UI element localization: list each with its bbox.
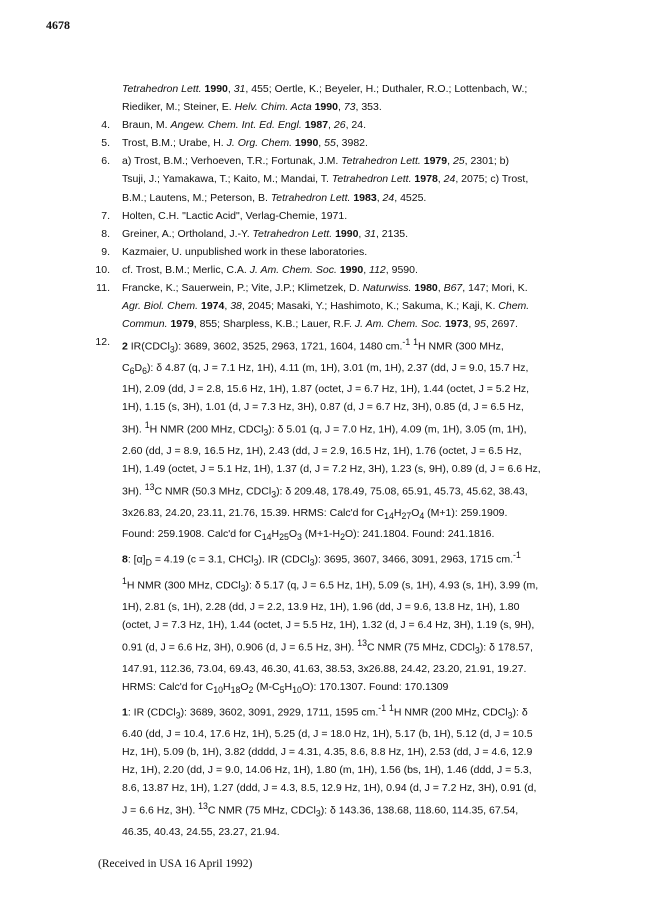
reference-text bbox=[122, 152, 630, 206]
text-line: $C_6D_6$): δ 4.87 (q, J = 7.1 Hz, 1H), 4.11 (m, 1H), 3.01 (m, 1H), 2.37 (dd, J = 9.0, 15.7 Hz, bbox=[122, 362, 529, 377]
reference-item bbox=[90, 243, 630, 261]
text-line: 3x26.83, 24.20, 23.11, 21.76, 15.39. HRMS: Calc'd for $C_{14}H_{27}O_4$ (M+1): 259.1909. bbox=[122, 506, 508, 522]
text-line: 2.60 (dd, J = 8.9, 16.5 Hz, 1H), 2.43 (dd, J = 2.9, 16.5 Hz, 1H), 1.76 (octet, J = 6.5 Hz, bbox=[122, 445, 522, 458]
text-line: Braun, M. Angew. Chem. Int. Ed. Engl. 1987, 26, 24. bbox=[122, 119, 367, 132]
text-line: 46.35, 40.43, 24.55, 23.27, 21.94. bbox=[122, 825, 280, 838]
text-line: 2 IR(CDCl$_3$): 3689, 3602, 3525, 2963, 1721, 1604, 1480 cm.$^{-1}$ $^1$H NMR (300 MHz, bbox=[122, 337, 504, 355]
reference-text bbox=[122, 333, 630, 840]
text-line: Hz, 1H), 2.20 (dd, J = 9.0, 14.06 Hz, 1H), 1.80 (m, 1H), 1.56 (bs, 1H), 1.46 (ddd, J = 5.3, bbox=[122, 763, 532, 776]
reference-number: 5. bbox=[101, 137, 110, 150]
reference-item bbox=[90, 116, 630, 134]
text-line: Hz, 1H), 5.09 (b, 1H), 3.82 (dddd, J = 4.31, 4.35, 8.6, 8.8 Hz, 1H), 2.53 (dd, J = 4.6, 12.9 bbox=[122, 745, 533, 758]
text-line: 6.40 (dd, J = 10.4, 17.6 Hz, 1H), 5.25 (d, J = 18.0 Hz, 1H), 5.17 (b, 1H), 5.12 (d, J = 10.5 bbox=[122, 727, 533, 740]
reference-item bbox=[90, 134, 630, 152]
text-line: 8: $[\alpha]_D = 4.19$ (c = 3.1, CHCl$_3$). IR (CDCl$_3$): 3695, 3607, 3466, 3091, 2963, 1715 cm.$^{-1}$ bbox=[122, 550, 521, 568]
text-line: Greiner, A.; Ortholand, J.-Y. Tetrahedron Lett. 1990, 31, 2135. bbox=[122, 227, 409, 240]
text-line: Agr. Biol. Chem. 1974, 38, 2045; Masaki, Y.; Hashimoto, K.; Sakuma, K.; Kaji, K. Chem. bbox=[122, 300, 530, 313]
reference-number: 10. bbox=[95, 263, 110, 276]
text-line: cf. Trost, B.M.; Merlic, C.A. J. Am. Chem. Soc. 1990, 112, 9590. bbox=[122, 263, 418, 276]
text-line: HRMS: Calc'd for $C_{10}H_{18}O_2$ $(M-C_5H_{10}O)$: 170.1307. Found: 170.1309 bbox=[122, 680, 449, 695]
page-number: 4678 bbox=[46, 18, 70, 32]
reference-list bbox=[90, 80, 630, 841]
reference-item bbox=[90, 261, 630, 279]
text-line: 1: IR (CDCl$_3$): 3689, 3602, 3091, 2929, 1711, 1595 cm.$^{-1}$ $^1$H NMR (200 MHz, CDCl$_3$): δ bbox=[122, 702, 528, 721]
reference-item bbox=[90, 225, 630, 243]
reference-text bbox=[122, 80, 630, 116]
text-line: 147.91, 112.36, 73.04, 69.43, 46.30, 41.63, 38.53, 3x26.88, 24.42, 23.20, 21.91, 19.27. bbox=[122, 662, 527, 675]
received-note: (Received in USA 16 April 1992) bbox=[98, 858, 253, 870]
reference-number: 4. bbox=[101, 119, 110, 132]
reference-number: 6. bbox=[101, 155, 110, 168]
text-line: 3H). $^{13}$C NMR (50.3 MHz, CDCl$_3$): δ 209.48, 178.49, 75.08, 65.91, 45.73, 45.62, 38.43, bbox=[122, 482, 528, 500]
text-line: 8.6, 13.87 Hz, 1H), 1.27 (ddd, J = 4.3, 8.5, 12.9 Hz, 1H), 0.94 (d, J = 7.2 Hz, 3H), 0.91 (d, bbox=[122, 781, 537, 794]
reference-item bbox=[90, 80, 630, 116]
reference-text bbox=[122, 116, 630, 134]
text-line: 1H), 2.81 (s, 1H), 2.28 (dd, J = 2.2, 13.9 Hz, 1H), 1.96 (dd, J = 9.6, 13.8 Hz, 1H), 1.80 bbox=[122, 600, 520, 613]
text-line: 3H). $^1$H NMR (200 MHz, CDCl$_3$): δ 5.01 (q, J = 7.0 Hz, 1H), 4.09 (m, 1H), 3.05 (m, 1H), bbox=[122, 420, 527, 438]
text-line: Commun. 1979, 855; Sharpless, K.B.; Lauer, R.F. J. Am. Chem. Soc. 1973, 95, 2697. bbox=[122, 318, 518, 331]
reference-number: 7. bbox=[101, 209, 110, 222]
text-line: $^1$H NMR (300 MHz, CDCl$_3$): δ 5.17 (q, J = 6.5 Hz, 1H), 5.09 (s, 1H), 4.93 (s, 1H), 3.99 (m, bbox=[122, 576, 539, 594]
text-line: Found: 259.1908. Calc'd for $C_{14}H_{25}O_3$ $(M+1-H_2O)$: 241.1804. Found: 241.1816. bbox=[122, 528, 495, 543]
reference-text bbox=[122, 207, 630, 225]
text-line: Kazmaier, U. unpublished work in these laboratories. bbox=[122, 245, 368, 258]
text-line: 1H), 1.49 (octet, J = 5.1 Hz, 1H), 1.37 (d, J = 7.2 Hz, 3H), 1.23 (s, 9H), 0.89 (d, J = 6.6 Hz, bbox=[122, 463, 541, 476]
text-line: Tsuji, J.; Yamakawa, T.; Kaito, M.; Mandai, T. Tetrahedron Lett. 1978, 24, 2075; c) Trost, bbox=[122, 173, 529, 186]
text-line: J = 6.6 Hz, 3H). $^{13}$C NMR (75 MHz, CDCl$_3$): δ 143.36, 138.68, 118.60, 114.35, 67.54, bbox=[122, 800, 519, 819]
reference-text bbox=[122, 225, 630, 243]
text-line: B.M.; Lautens, M.; Peterson, B. Tetrahedron Lett. 1983, 24, 4525. bbox=[122, 191, 427, 204]
text-line: Riediker, M.; Steiner, E. Helv. Chim. Acta 1990, 73, 353. bbox=[122, 101, 382, 114]
text-line: Trost, B.M.; Urabe, H. J. Org. Chem. 1990, 55, 3982. bbox=[122, 137, 368, 150]
reference-number: 11. bbox=[96, 282, 110, 295]
text-line: Tetrahedron Lett. 1990, 31, 455; Oertle, K.; Beyeler, H.; Duthaler, R.O.; Lottenbach, W.; bbox=[122, 83, 528, 95]
text-line: a) Trost, B.M.; Verhoeven, T.R.; Fortunak, J.M. Tetrahedron Lett. 1979, 25, 2301; b) bbox=[122, 155, 509, 168]
reference-number: 12. bbox=[95, 336, 110, 349]
text-line: Francke, K.; Sauerwein, P.; Vite, J.P.; Klimetzek, D. Naturwiss. 1980, B67, 147; Mori, K. bbox=[122, 282, 528, 295]
reference-item bbox=[90, 152, 630, 206]
text-line: 1H), 1.15 (s, 3H), 1.01 (d, J = 7.3 Hz, 3H), 0.87 (d, J = 6.7 Hz, 3H), 0.85 (d, J = 6.5 Hz, bbox=[122, 401, 524, 414]
reference-item bbox=[90, 333, 630, 840]
reference-item bbox=[90, 279, 630, 333]
text-line: 1H), 2.09 (dd, J = 2.8, 15.6 Hz, 1H), 1.87 (octet, J = 6.7 Hz, 1H), 1.44 (octet, J = 5.2 Hz, bbox=[122, 383, 530, 396]
reference-text bbox=[122, 279, 630, 333]
text-line: 0.91 (d, J = 6.6 Hz, 3H), 0.906 (d, J = 6.5 Hz, 3H). $^{13}$C NMR (75 MHz, CDCl$_3$): δ 178.57, bbox=[122, 637, 533, 656]
reference-number: 9. bbox=[101, 245, 110, 258]
reference-text bbox=[122, 243, 630, 261]
reference-item bbox=[90, 207, 630, 225]
text-line: Holten, C.H. "Lactic Acid", Verlag-Chemie, 1971. bbox=[122, 209, 348, 222]
reference-text bbox=[122, 134, 630, 152]
reference-text bbox=[122, 261, 630, 279]
reference-number: 8. bbox=[101, 227, 110, 240]
text-line: (octet, J = 7.3 Hz, 1H), 1.44 (octet, J = 5.5 Hz, 1H), 1.32 (d, J = 6.4 Hz, 3H), 1.19 (s, 9H), bbox=[122, 618, 535, 631]
